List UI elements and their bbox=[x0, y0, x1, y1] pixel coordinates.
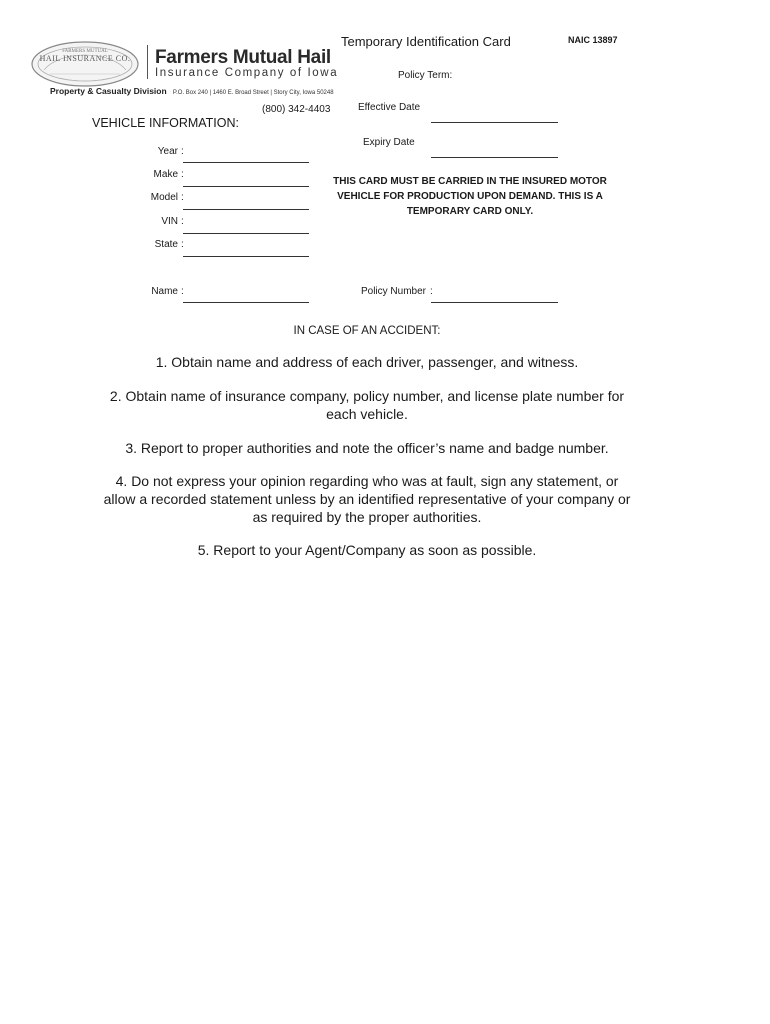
svg-text:HAIL INSURANCE CO.: HAIL INSURANCE CO. bbox=[39, 54, 131, 63]
accident-step-5: 5. Report to your Agent/Company as soon as possible. bbox=[197, 542, 537, 558]
expiry-date-label: Expiry Date bbox=[363, 137, 415, 148]
vehicle-info-heading: VEHICLE INFORMATION: bbox=[92, 116, 240, 130]
model-label: Model bbox=[150, 192, 178, 203]
card-notice: THIS CARD MUST BE CARRIED IN THE INSURED MOTOR VEHICLE FOR PRODUCTION UPON DEMAND. THIS IS A TEMPORARY CARD ONLY. bbox=[333, 176, 607, 217]
vin-field[interactable] bbox=[183, 233, 309, 234]
brand-name: Farmers Mutual Hail bbox=[155, 47, 331, 68]
brand-subtitle: Insurance Company of Iowa bbox=[155, 67, 339, 79]
policy-number-field[interactable] bbox=[431, 302, 558, 303]
model-field[interactable] bbox=[183, 209, 309, 210]
policy-number-label: Policy Number bbox=[360, 286, 426, 297]
division-row bbox=[50, 86, 334, 96]
state-field[interactable] bbox=[183, 256, 309, 257]
year-field[interactable] bbox=[183, 162, 309, 163]
year-colon: : bbox=[181, 146, 184, 157]
year-label: Year bbox=[157, 146, 178, 157]
vin-colon: : bbox=[181, 216, 184, 227]
make-colon: : bbox=[181, 169, 184, 180]
company-address: P.O. Box 240 | 1460 E. Broad Street | Story City, Iowa 50248 bbox=[172, 90, 334, 96]
state-colon: : bbox=[181, 239, 184, 250]
make-label: Make bbox=[153, 169, 178, 180]
name-label: Name bbox=[151, 286, 178, 297]
vin-label: VIN bbox=[161, 216, 178, 227]
effective-date-label: Effective Date bbox=[358, 102, 421, 113]
make-field[interactable] bbox=[183, 186, 309, 187]
name-colon: : bbox=[181, 286, 184, 297]
brand-divider bbox=[147, 45, 148, 79]
effective-date-field[interactable] bbox=[431, 122, 558, 123]
accident-step-3: 3. Report to proper authorities and note the officer’s name and badge number. bbox=[125, 440, 609, 456]
policy-term-label: Policy Term: bbox=[398, 70, 453, 81]
model-colon: : bbox=[181, 192, 184, 203]
policy-number-colon: : bbox=[430, 286, 433, 297]
state-label: State bbox=[154, 239, 178, 250]
accident-step-2: 2. Obtain name of insurance company, policy number, and license plate number for each vehicle. bbox=[109, 388, 625, 422]
name-field[interactable] bbox=[183, 302, 309, 303]
accident-heading: IN CASE OF AN ACCIDENT: bbox=[293, 325, 441, 337]
svg-text:FARMERS MUTUAL: FARMERS MUTUAL bbox=[62, 49, 108, 54]
expiry-date-field[interactable] bbox=[431, 157, 558, 158]
phone-number: (800) 342-4403 bbox=[262, 104, 331, 115]
company-logo-seal bbox=[30, 40, 140, 88]
accident-step-4: 4. Do not express your opinion regarding who was at fault, sign any statement, or allow a recorded statement unless by an identified representative of your company or as required by the proper authorities. bbox=[103, 473, 631, 525]
naic-number: NAIC 13897 bbox=[568, 35, 618, 45]
division-name: Property & Casualty Division bbox=[50, 86, 167, 96]
card-title: Temporary Identification Card bbox=[341, 34, 511, 49]
accident-step-1: 1. Obtain name and address of each driver, passenger, and witness. bbox=[155, 354, 579, 370]
